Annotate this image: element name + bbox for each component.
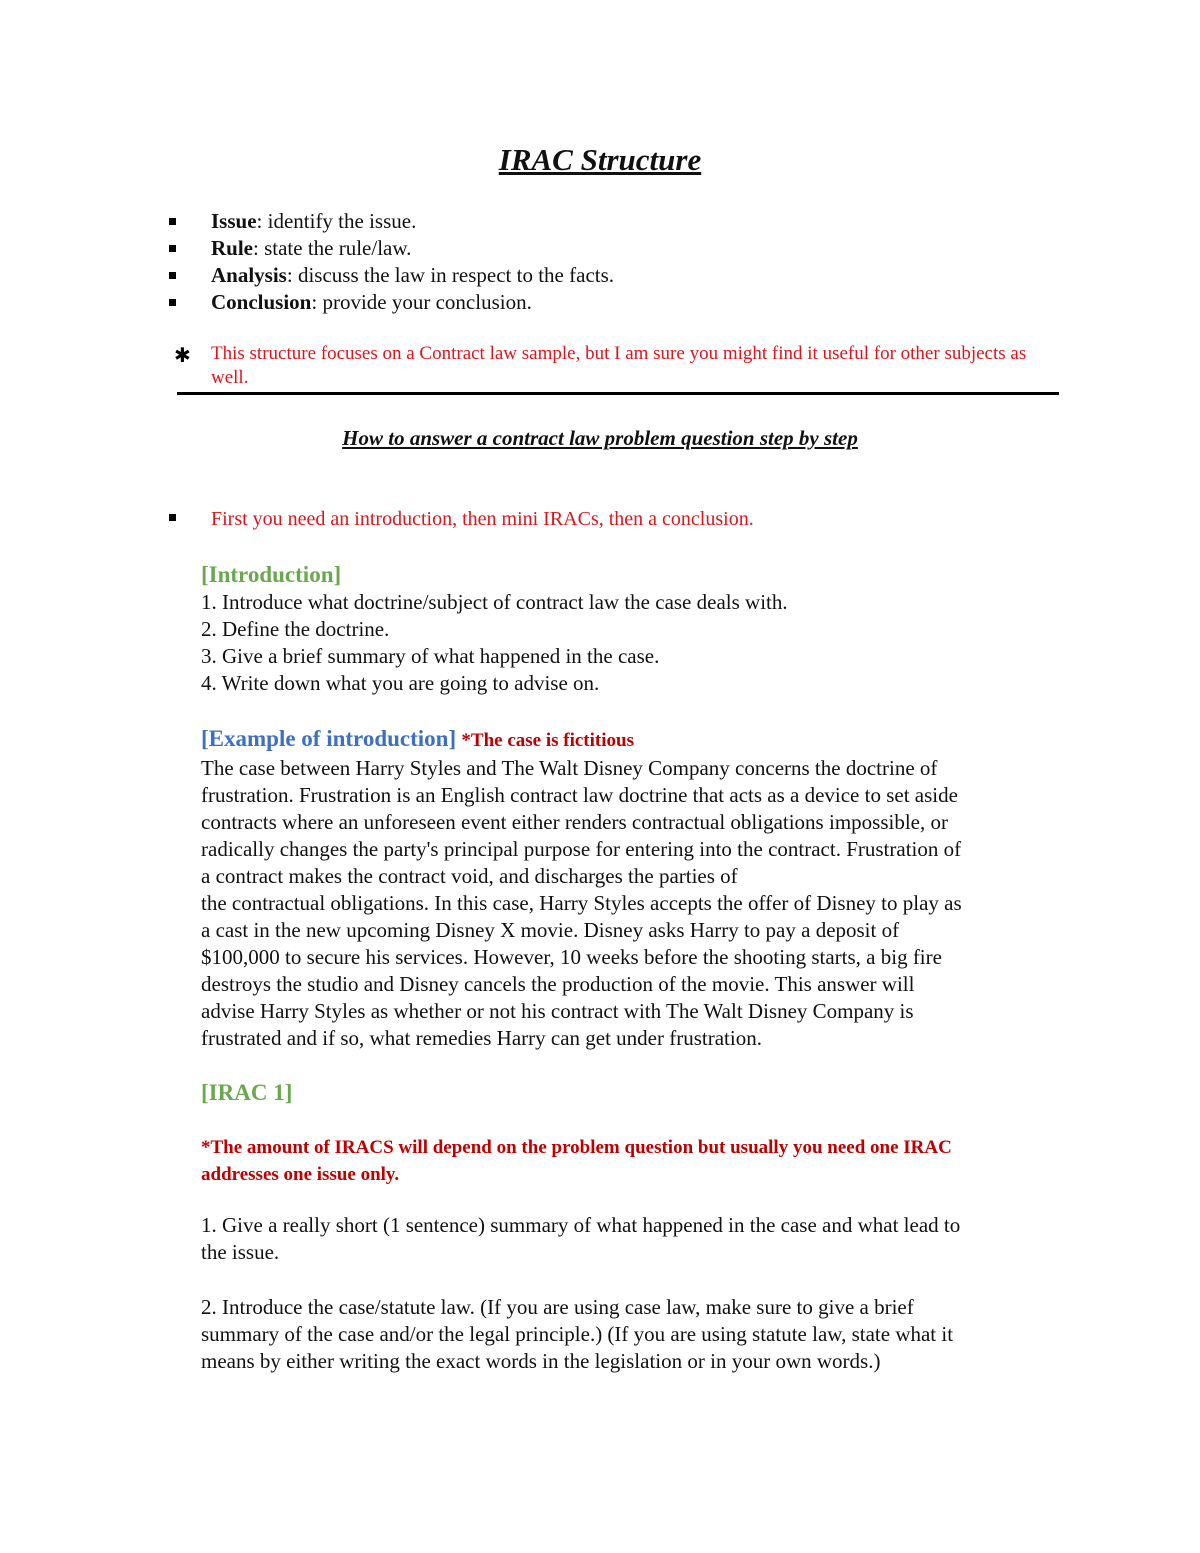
term-analysis: Analysis (211, 263, 287, 287)
example-line: destroys the studio and Disney cancels the production of the movie. This answer will (201, 972, 915, 996)
list-item: 3. Give a brief summary of what happened in the case. (201, 644, 660, 668)
term-issue: Issue (211, 209, 257, 233)
square-bullet-icon (169, 514, 176, 521)
step-line: 2. Introduce the case/statute law. (If you are using case law, make sure to give a brief (201, 1295, 914, 1319)
irac1-section (201, 1078, 1061, 1107)
note-text: This structure focuses on a Contract law sample, but I am sure you might find it useful for other subjects as well. (211, 343, 1027, 388)
square-bullet-icon (169, 299, 176, 306)
irac-list (160, 208, 1060, 316)
desc-issue: : identify the issue. (256, 209, 417, 233)
example-heading: [Example of introduction] (201, 726, 457, 751)
list-item: 2. Define the doctrine. (201, 617, 390, 641)
section-subtitle: How to answer a contract law problem question step by step (342, 426, 858, 450)
example-line: The case between Harry Styles and The Walt Disney Company concerns the doctrine of (201, 756, 938, 780)
example-line: $100,000 to secure his services. However, 10 weeks before the shooting starts, a big fire (201, 945, 942, 969)
irac1-step2 (201, 1294, 1061, 1375)
note-line: addresses one issue only. (201, 1164, 400, 1185)
introduction-heading: [Introduction] (201, 562, 342, 587)
introduction-section (201, 560, 1061, 697)
list-item (160, 289, 1060, 316)
square-bullet-icon (169, 218, 176, 225)
term-rule: Rule (211, 236, 253, 260)
step-line: summary of the case and/or the legal principle.) (If you are using statute law, state what it (201, 1322, 954, 1346)
irac1-heading: [IRAC 1] (201, 1080, 293, 1105)
step-line: 1. Give a really short (1 sentence) summary of what happened in the case and what lead to (201, 1213, 961, 1237)
irac1-step1 (201, 1212, 1061, 1266)
list-item: 4. Write down what you are going to advise on. (201, 671, 600, 695)
example-line: a contract makes the contract void, and discharges the parties of (201, 864, 738, 888)
page-title: IRAC Structure (498, 142, 702, 177)
fictitious-note: *The case is fictitious (461, 730, 634, 751)
step-line: means by either writing the exact words in the legislation or in your own words.) (201, 1349, 881, 1373)
desc-rule: : state the rule/law. (253, 236, 412, 260)
desc-conclusion: : provide your conclusion. (311, 290, 532, 314)
divider (177, 392, 1059, 395)
example-line: a cast in the new upcoming Disney X movie. Disney asks Harry to pay a deposit of (201, 918, 900, 942)
irac-amount-note (201, 1134, 1061, 1188)
example-line: radically changes the party's principal purpose for entering into the contract. Frustration of (201, 837, 962, 861)
star-bullet-icon: ✱ (174, 345, 191, 367)
example-line: advise Harry Styles as whether or not his contract with The Walt Disney Company is (201, 999, 914, 1023)
square-bullet-icon (169, 245, 176, 252)
example-line: frustration. Frustration is an English contract law doctrine that acts as a device to set aside (201, 783, 958, 807)
example-line: the contractual obligations. In this case, Harry Styles accepts the offer of Disney to play as (201, 891, 962, 915)
first-bullet-text: First you need an introduction, then mini IRACs, then a conclusion. (211, 508, 754, 530)
example-line: contracts where an unforeseen event either renders contractual obligations impossible, or (201, 810, 948, 834)
square-bullet-icon (169, 272, 176, 279)
example-line: frustrated and if so, what remedies Harry can get under frustration. (201, 1026, 762, 1050)
step-line: the issue. (201, 1240, 280, 1264)
term-conclusion: Conclusion (211, 290, 312, 314)
note-line: *The amount of IRACS will depend on the problem question but usually you need one IRAC (201, 1137, 952, 1158)
list-item (160, 262, 1060, 289)
desc-analysis: : discuss the law in respect to the facts. (286, 263, 615, 287)
list-item (160, 235, 1060, 262)
list-item (160, 208, 1060, 235)
list-item: 1. Introduce what doctrine/subject of contract law the case deals with. (201, 590, 788, 614)
example-section (201, 724, 1061, 1052)
